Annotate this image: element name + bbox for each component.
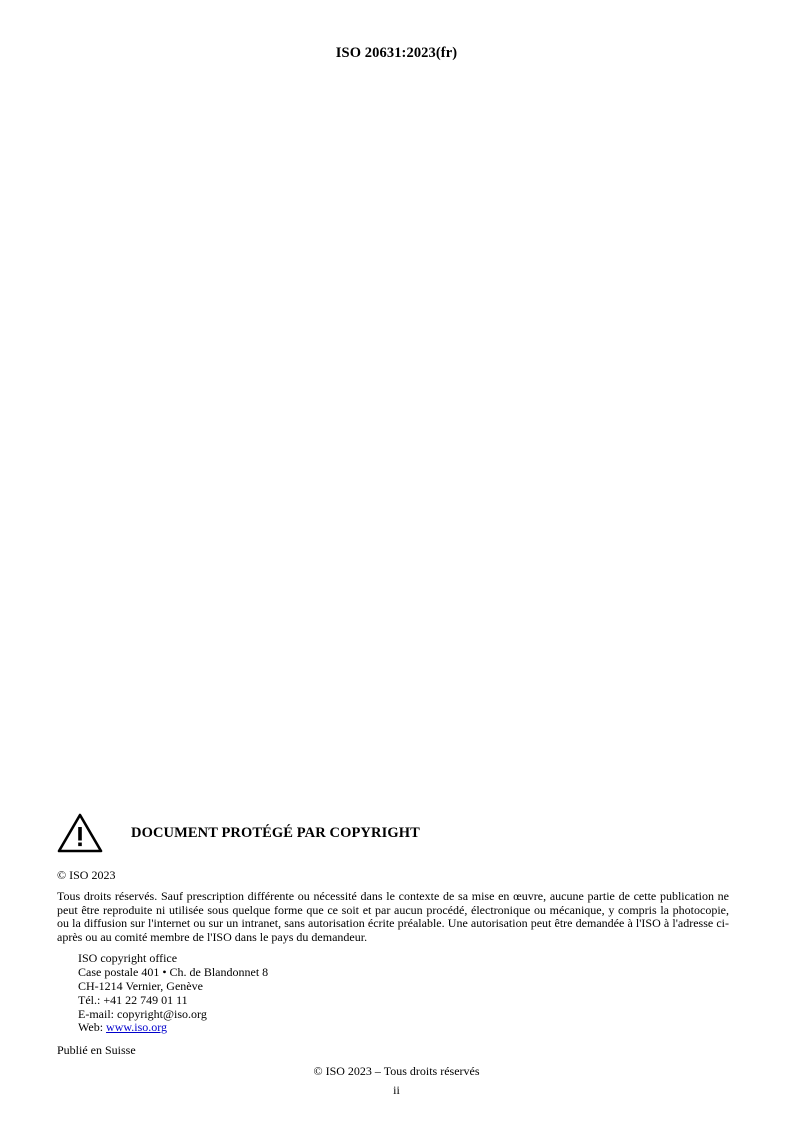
page-header-title: ISO 20631:2023(fr) <box>335 45 458 61</box>
address-line: Case postale 401 • Ch. de Blandonnet 8 <box>78 965 269 980</box>
web-label: Web: <box>78 1020 107 1035</box>
page-footer: © ISO 2023 – Tous droits réservés <box>313 1064 480 1078</box>
copyright-year-line: © ISO 2023 <box>57 868 116 882</box>
iso-website-link[interactable]: www.iso.org <box>106 1020 168 1035</box>
address-line: CH-1214 Vernier, Genève <box>78 978 203 993</box>
copyright-notice-block <box>57 810 737 1058</box>
address-line: ISO copyright office <box>78 951 178 966</box>
address-line: E-mail: copyright@iso.org <box>78 1006 207 1021</box>
published-in-line: Publié en Suisse <box>57 1043 136 1058</box>
copyright-terms-paragraph: Tous droits réservés. Sauf prescription différente ou nécessité dans le contexte de sa mise en œuvre, aucune partie de cette publication ne peut être reproduite ni utilisée sous quelque forme que ce soit et par aucun procédé, électronique ou mécanique, y compris la photocopie, ou la diffusion sur l'internet ou sur un intranet, sans autorisation écrite préalable. Une autorisation peut être demandée à l'ISO à l'adresse ci-après ou au comité membre de l'ISO dans le pays du demandeur. <box>57 889 729 944</box>
copyright-title: DOCUMENT PROTÉGÉ PAR COPYRIGHT <box>131 824 420 841</box>
page-number: ii <box>393 1083 400 1097</box>
copyright-warning-row <box>57 810 737 856</box>
warning-triangle-icon <box>57 812 103 854</box>
address-line: Tél.: +41 22 749 01 11 <box>78 992 188 1007</box>
iso-copyright-office-address <box>78 952 737 1035</box>
address-web-line <box>78 1021 737 1035</box>
